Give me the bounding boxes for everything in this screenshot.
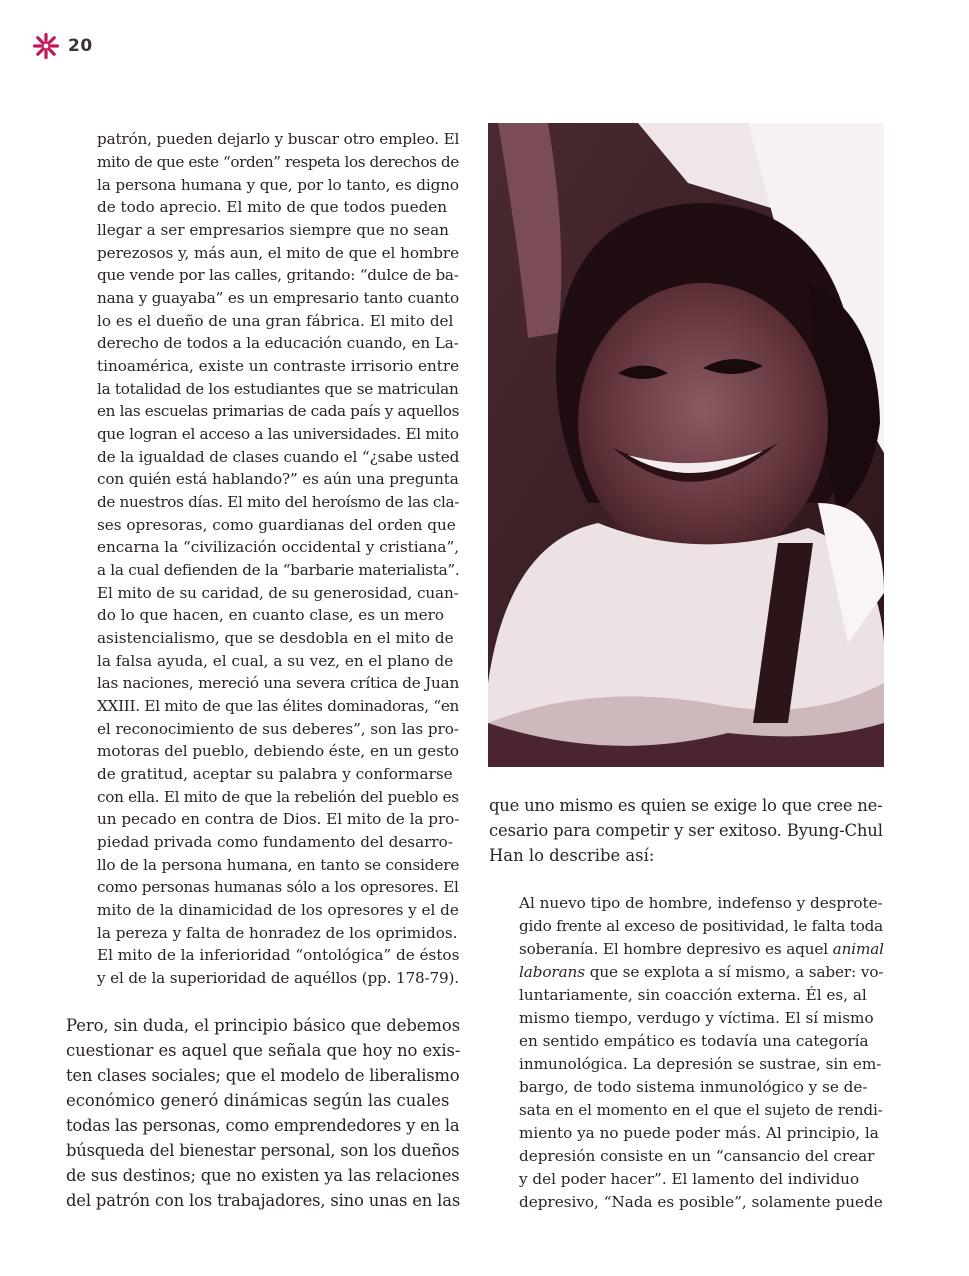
- left-quote-line: piedad privada como fundamento del desarro-: [97, 833, 453, 851]
- italic-term: animal: [832, 940, 884, 958]
- right-quote-line: gido frente al exceso de positividad, le falta toda: [519, 917, 883, 935]
- photo-smiling-girl: [488, 123, 884, 767]
- left-quote-line: las naciones, mereció una severa crítica de Juan: [97, 674, 460, 692]
- left-quote-line: encarna la “civilización occidental y cristiana”,: [97, 538, 460, 556]
- left-body-line: búsqueda del bienestar personal, son los dueños: [66, 1141, 460, 1160]
- left-quote-line: con quién está hablando?” es aún una pregunta: [97, 470, 459, 488]
- left-quote-line: tinoamérica, existe un contraste irrisorio entre: [97, 357, 460, 375]
- right-quote-text: soberanía. El hombre depresivo es aquel: [519, 940, 833, 958]
- right-quote-line: y del poder hacer”. El lamento del individuo: [519, 1170, 860, 1188]
- left-body-line: Pero, sin duda, el principio básico que debemos: [66, 1016, 461, 1035]
- right-quote-line: bargo, de todo sistema inmunológico y se de-: [519, 1078, 868, 1096]
- left-quote-line: llo de la persona humana, en tanto se considere: [97, 856, 460, 874]
- right-quote-line: inmunológica. La depresión se sustrae, sin em-: [519, 1055, 882, 1073]
- left-quote-line: ses opresoras, como guardianas del orden que: [97, 516, 456, 534]
- left-quote-line: la falsa ayuda, el cual, a su vez, en el plano de: [97, 652, 454, 670]
- left-quote-line: el reconocimiento de sus deberes”, son las pro-: [97, 720, 459, 738]
- right-quote-line: Al nuevo tipo de hombre, indefenso y desprote-: [519, 894, 883, 912]
- left-body-line: todas las personas, como emprendedores y en la: [66, 1116, 460, 1135]
- right-quote-line: luntariamente, sin coacción externa. Él es, al: [519, 986, 867, 1004]
- left-quote-line: do lo que hacen, en cuanto clase, es un mero: [97, 606, 445, 624]
- left-quote-line: mito de que este “orden” respeta los derechos de: [97, 153, 459, 171]
- asterisk-flower-icon: [33, 33, 59, 59]
- left-quote-line: nana y guayaba” es un empresario tanto cuanto: [97, 289, 459, 307]
- left-quote-line: y el de la superioridad de aquéllos (pp. 178-79).: [97, 969, 459, 987]
- left-quote-line: de la igualdad de clases cuando el “¿sabe usted: [97, 448, 460, 466]
- left-quote-line: que logran el acceso a las universidades. El mito: [97, 425, 459, 443]
- left-quote-line: El mito de la inferioridad “ontológica” de éstos: [97, 946, 460, 964]
- left-quote-line: mito de la dinamicidad de los opresores y el de: [97, 901, 459, 919]
- left-quote-line: XXIII. El mito de que las élites dominadoras, “en: [97, 697, 460, 715]
- right-quote-line: mismo tiempo, verdugo y víctima. El sí mismo: [519, 1009, 874, 1027]
- left-quote-line: El mito de su caridad, de su generosidad, cuan-: [97, 584, 459, 602]
- left-quote-line: la persona humana y que, por lo tanto, es digno: [97, 176, 459, 194]
- right-quote-line: [519, 940, 884, 958]
- right-body-line: que uno mismo es quien se exige lo que cree ne-: [489, 796, 883, 815]
- right-body-line: Han lo describe así:: [489, 846, 655, 865]
- left-quote-line: la pereza y falta de honradez de los oprimidos.: [97, 924, 458, 942]
- left-quote-line: patrón, pueden dejarlo y buscar otro empleo. El: [97, 130, 460, 148]
- italic-term: laborans: [519, 963, 585, 981]
- right-body-line: cesario para competir y ser exitoso. Byung-Chul: [489, 821, 883, 840]
- right-quote-line: depresivo, “Nada es posible”, solamente puede: [519, 1193, 883, 1211]
- right-quote-line: [519, 963, 883, 981]
- left-quote-line: derecho de todos a la educación cuando, en La-: [97, 334, 459, 352]
- right-quote-line: sata en el momento en el que el sujeto de rendi-: [519, 1101, 883, 1119]
- left-quote-line: la totalidad de los estudiantes que se matriculan: [97, 380, 459, 398]
- left-quote-line: con ella. El mito de que la rebelión del pueblo es: [97, 788, 459, 806]
- left-quote-line: como personas humanas sólo a los opresores. El: [97, 878, 459, 896]
- left-quote-line: lo es el dueño de una gran fábrica. El mito del: [97, 312, 454, 330]
- left-quote-line: llegar a ser empresarios siempre que no sean: [97, 221, 449, 239]
- left-body-line: cuestionar es aquel que señala que hoy no exis-: [66, 1041, 461, 1060]
- left-quote-line: de nuestros días. El mito del heroísmo de las cla-: [97, 493, 460, 511]
- left-quote-line: de todo aprecio. El mito de que todos pueden: [97, 198, 448, 216]
- left-body-line: económico generó dinámicas según las cuales: [66, 1091, 450, 1110]
- left-quote-line: a la cual defienden de la “barbarie materialista”.: [97, 561, 460, 579]
- left-quote-line: que vende por las calles, gritando: “dulce de ba-: [97, 266, 459, 284]
- right-quote-line: en sentido empático es todavía una categoría: [519, 1032, 869, 1050]
- left-quote-line: de gratitud, aceptar su palabra y conformarse: [97, 765, 453, 783]
- page-header: [33, 33, 93, 59]
- right-quote-text: que se explota a sí mismo, a saber: vo-: [584, 963, 884, 981]
- page-number: 20: [68, 36, 93, 56]
- right-quote-line: depresión consiste en un “cansancio del crear: [519, 1147, 875, 1165]
- left-quote-line: motoras del pueblo, debiendo éste, en un gesto: [97, 742, 459, 760]
- left-quote-line: perezosos y, más aun, el mito de que el hombre: [97, 244, 459, 262]
- left-body-line: ten clases sociales; que el modelo de liberalismo: [66, 1066, 460, 1085]
- left-quote-line: un pecado en contra de Dios. El mito de la pro-: [97, 810, 460, 828]
- right-quote-line: miento ya no puede poder más. Al principio, la: [519, 1124, 879, 1142]
- left-body-line: del patrón con los trabajadores, sino unas en las: [66, 1191, 461, 1210]
- left-quote-line: en las escuelas primarias de cada país y aquellos: [97, 402, 460, 420]
- left-body-line: de sus destinos; que no existen ya las relaciones: [66, 1166, 460, 1185]
- left-quote-line: asistencialismo, que se desdobla en el mito de: [97, 629, 454, 647]
